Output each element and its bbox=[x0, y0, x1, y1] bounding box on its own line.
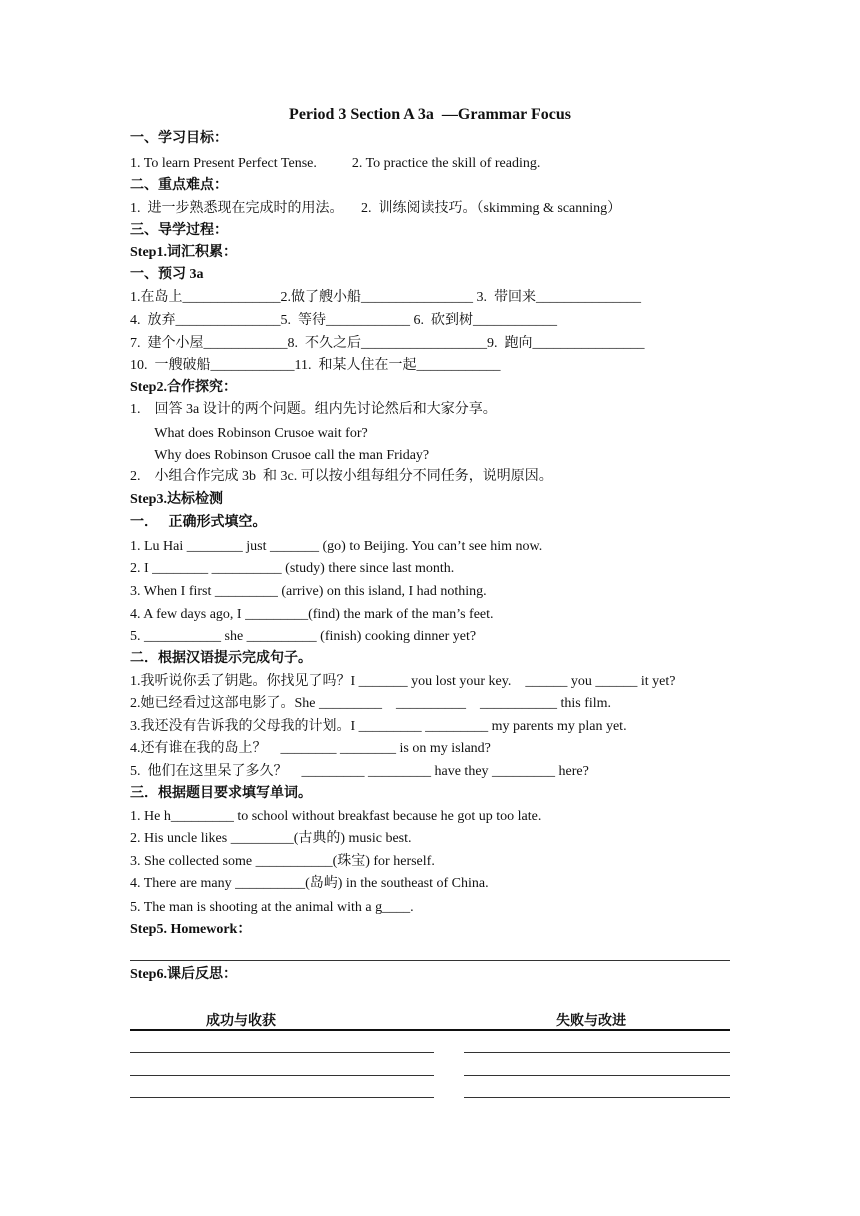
preview-heading: 一、预习 3a bbox=[130, 267, 204, 282]
section-heading-process: 三、导学过程： bbox=[130, 223, 228, 238]
step2-question-1: What does Robinson Crusoe wait for? bbox=[130, 426, 368, 441]
exercise2-item-3: 3.我还没有告诉我的父母我的计划。I _________ _________ my parents my plan yet. bbox=[130, 719, 627, 734]
step2-item-2: 2. 小组合作完成 3b 和 3c. 可以按小组每组分不同任务，说明原因。 bbox=[130, 469, 553, 484]
reflection-success-header: 成功与收获 bbox=[206, 1014, 276, 1029]
exercise3-item-2: 2. His uncle likes _________(古典的) music best. bbox=[130, 831, 412, 846]
key-points-text: 1. 进一步熟悉现在完成时的用法。 2. 训练阅读技巧。（skimming & scanning） bbox=[130, 201, 622, 216]
reflection-improve-header: 失败与改进 bbox=[556, 1014, 626, 1029]
exercise1-item-5: 5. ___________ she __________ (finish) cooking dinner yet? bbox=[130, 629, 477, 644]
exercise1-heading: 一． 正确形式填空。 bbox=[130, 515, 267, 530]
section-heading-key-points: 二、重点难点： bbox=[130, 178, 228, 193]
homework-heading: Step5. Homework： bbox=[130, 922, 252, 937]
exercise1-item-3: 3. When I first _________ (arrive) on this island, I had nothing. bbox=[130, 584, 487, 599]
exercise3-item-3: 3. She collected some ___________(珠宝) for herself. bbox=[130, 854, 435, 869]
vocab-line-4: 10. 一艘破船____________11. 和某人住在一起____________ bbox=[130, 358, 501, 373]
reflection-left-line-2 bbox=[130, 1075, 434, 1076]
step2-question-2: Why does Robinson Crusoe call the man Friday? bbox=[130, 448, 430, 463]
step6-heading: Step6.课后反思： bbox=[130, 967, 237, 982]
step3-heading: Step3.达标检测 bbox=[130, 492, 223, 507]
exercise1-item-1: 1. Lu Hai ________ just _______ (go) to Beijing. You can’t see him now. bbox=[130, 539, 543, 554]
exercise1-item-2: 2. I ________ __________ (study) there since last month. bbox=[130, 561, 455, 576]
exercise2-heading: 二．根据汉语提示完成句子。 bbox=[130, 651, 312, 666]
exercise2-item-4: 4.还有谁在我的岛上？ ________ ________ is on my island? bbox=[130, 741, 491, 756]
exercise1-item-4: 4. A few days ago, I _________(find) the mark of the man’s feet. bbox=[130, 607, 494, 622]
page-title: Period 3 Section A 3a —Grammar Focus bbox=[289, 106, 571, 123]
exercise2-item-5: 5. 他们在这里呆了多久？ _________ _________ have they _________ here? bbox=[130, 764, 589, 779]
vocab-line-1: 1.在岛上______________2.做了艘小船________________ 3. 带回来_______________ bbox=[130, 290, 641, 305]
vocab-line-3: 7. 建个小屋____________8. 不久之后__________________9. 跑向________________ bbox=[130, 336, 645, 351]
reflection-left-line-3 bbox=[130, 1097, 434, 1098]
reflection-header-rule bbox=[130, 1029, 730, 1031]
section-heading-goals: 一、学习目标： bbox=[130, 131, 228, 146]
exercise2-item-1: 1.我听说你丢了钥匙。你找见了吗？I _______ you lost your key. ______ you ______ it yet? bbox=[130, 674, 676, 689]
reflection-left-line-1 bbox=[130, 1052, 434, 1053]
reflection-right-line-1 bbox=[464, 1052, 730, 1053]
homework-answer-line bbox=[130, 960, 730, 961]
reflection-right-line-3 bbox=[464, 1097, 730, 1098]
exercise3-item-1: 1. He h_________ to school without breakfast because he got up too late. bbox=[130, 809, 542, 824]
goals-text: 1. To learn Present Perfect Tense. 2. To practice the skill of reading. bbox=[130, 156, 541, 171]
exercise3-item-4: 4. There are many __________(岛屿) in the southeast of China. bbox=[130, 876, 489, 891]
reflection-right-line-2 bbox=[464, 1075, 730, 1076]
step2-heading: Step2.合作探究： bbox=[130, 380, 237, 395]
vocab-line-2: 4. 放弃_______________5. 等待____________ 6. 砍到树____________ bbox=[130, 313, 557, 328]
exercise2-item-2: 2.她已经看过这部电影了。She _________ __________ ___________ this film. bbox=[130, 696, 612, 711]
exercise3-heading: 三．根据题目要求填写单词。 bbox=[130, 786, 312, 801]
step1-heading: Step1.词汇积累： bbox=[130, 245, 237, 260]
exercise3-item-5: 5. The man is shooting at the animal with a g____. bbox=[130, 900, 414, 915]
step2-item-1: 1. 回答 3a 设计的两个问题。组内先讨论然后和大家分享。 bbox=[130, 402, 497, 417]
